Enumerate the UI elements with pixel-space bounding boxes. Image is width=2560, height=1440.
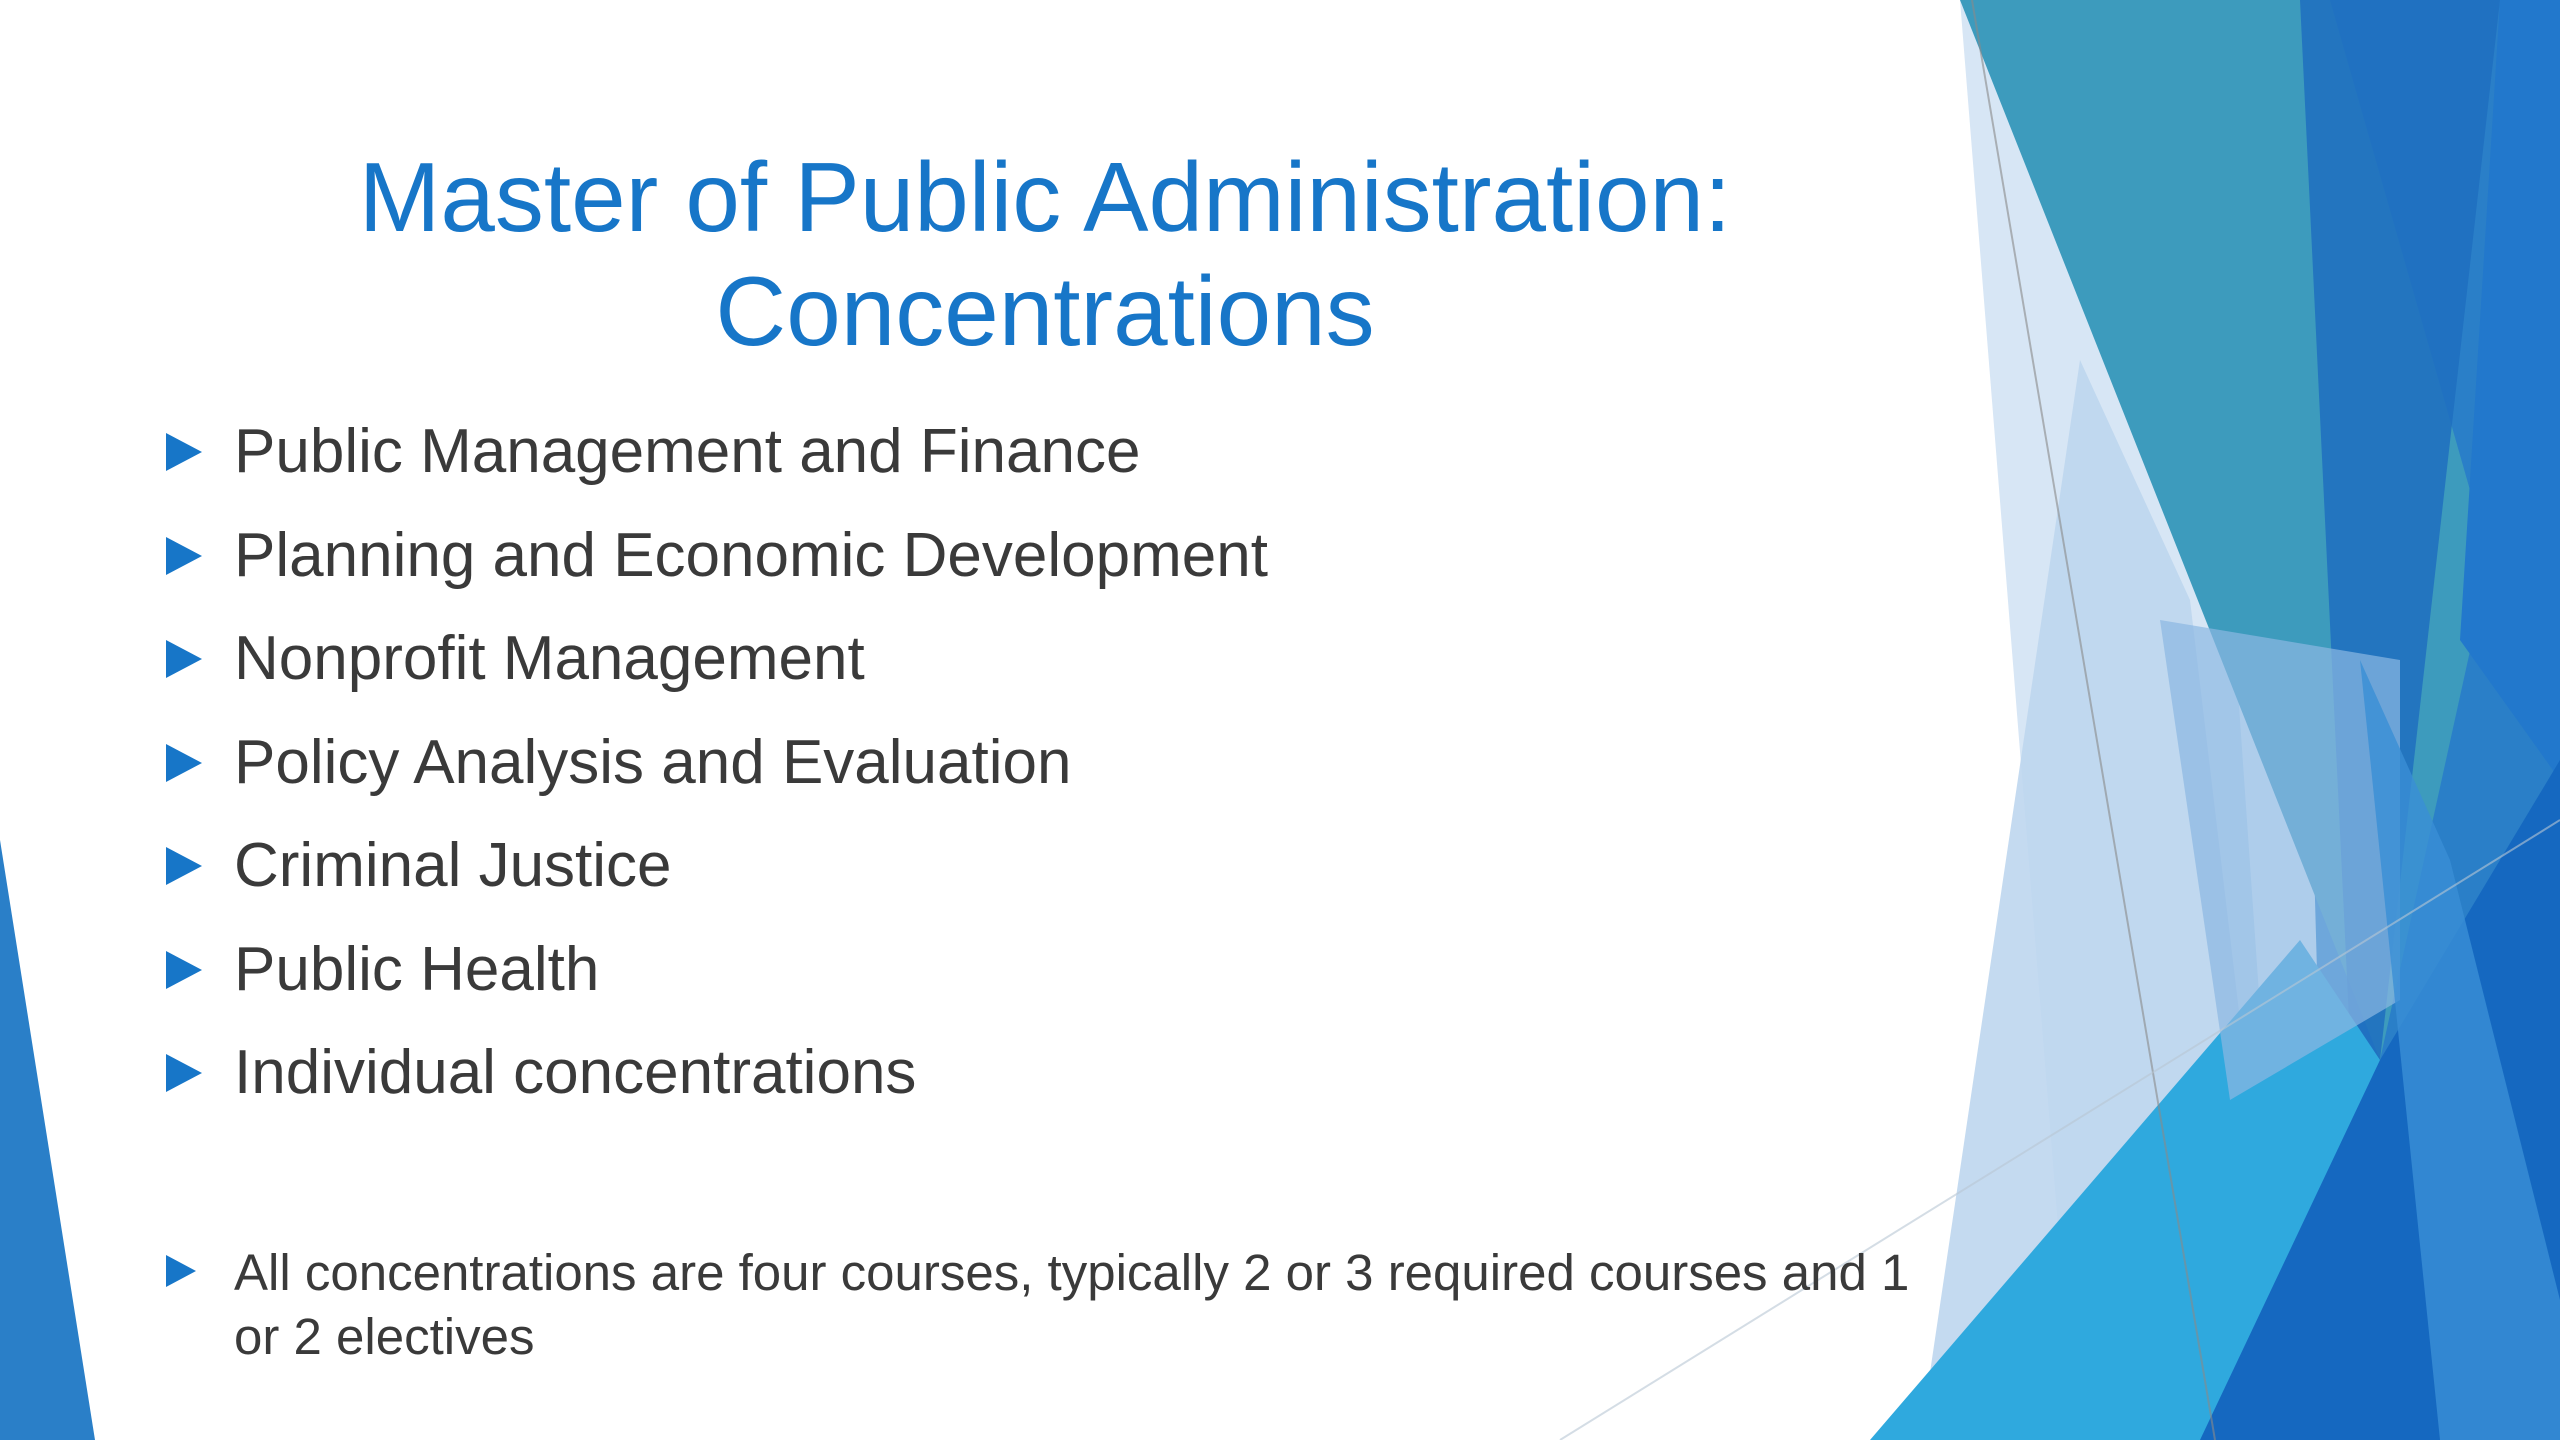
list-item — [160, 1021, 1920, 1125]
list-item — [160, 607, 1920, 711]
list-item — [160, 918, 1920, 1022]
bullet-arrow-icon — [166, 1255, 196, 1287]
footnote-text: All concentrations are four courses, typically 2 or 3 required courses and 1 or 2 electives — [234, 1244, 1910, 1365]
list-item-text: Nonprofit Management — [234, 624, 865, 693]
list-item — [160, 504, 1920, 608]
title-line-1: Master of Public Administration: — [358, 142, 1732, 252]
list-item-text: Planning and Economic Development — [234, 520, 1268, 590]
list-item-text: Public Health — [234, 934, 600, 1004]
title-line-2: Concentrations — [715, 256, 1375, 366]
list-item-text: Individual concentrations — [234, 1038, 917, 1107]
list-item — [160, 814, 1920, 918]
bullet-arrow-icon — [166, 433, 202, 471]
list-item — [160, 711, 1920, 815]
bullet-arrow-icon — [166, 537, 202, 575]
bullet-arrow-icon — [166, 744, 202, 782]
footnote-bullet — [160, 1241, 1920, 1369]
list-item-text: Criminal Justice — [234, 831, 672, 900]
slide-title — [230, 140, 1860, 368]
list-item — [160, 400, 1920, 504]
bullet-arrow-icon — [166, 847, 202, 885]
bullet-arrow-icon — [166, 640, 202, 678]
bullet-arrow-icon — [166, 951, 202, 989]
list-item-text: Public Management and Finance — [234, 417, 1141, 486]
facet-left-edge — [0, 840, 95, 1440]
list-item-text: Policy Analysis and Evaluation — [234, 727, 1072, 797]
concentration-list — [160, 400, 1920, 1125]
bullet-arrow-icon — [166, 1054, 202, 1092]
